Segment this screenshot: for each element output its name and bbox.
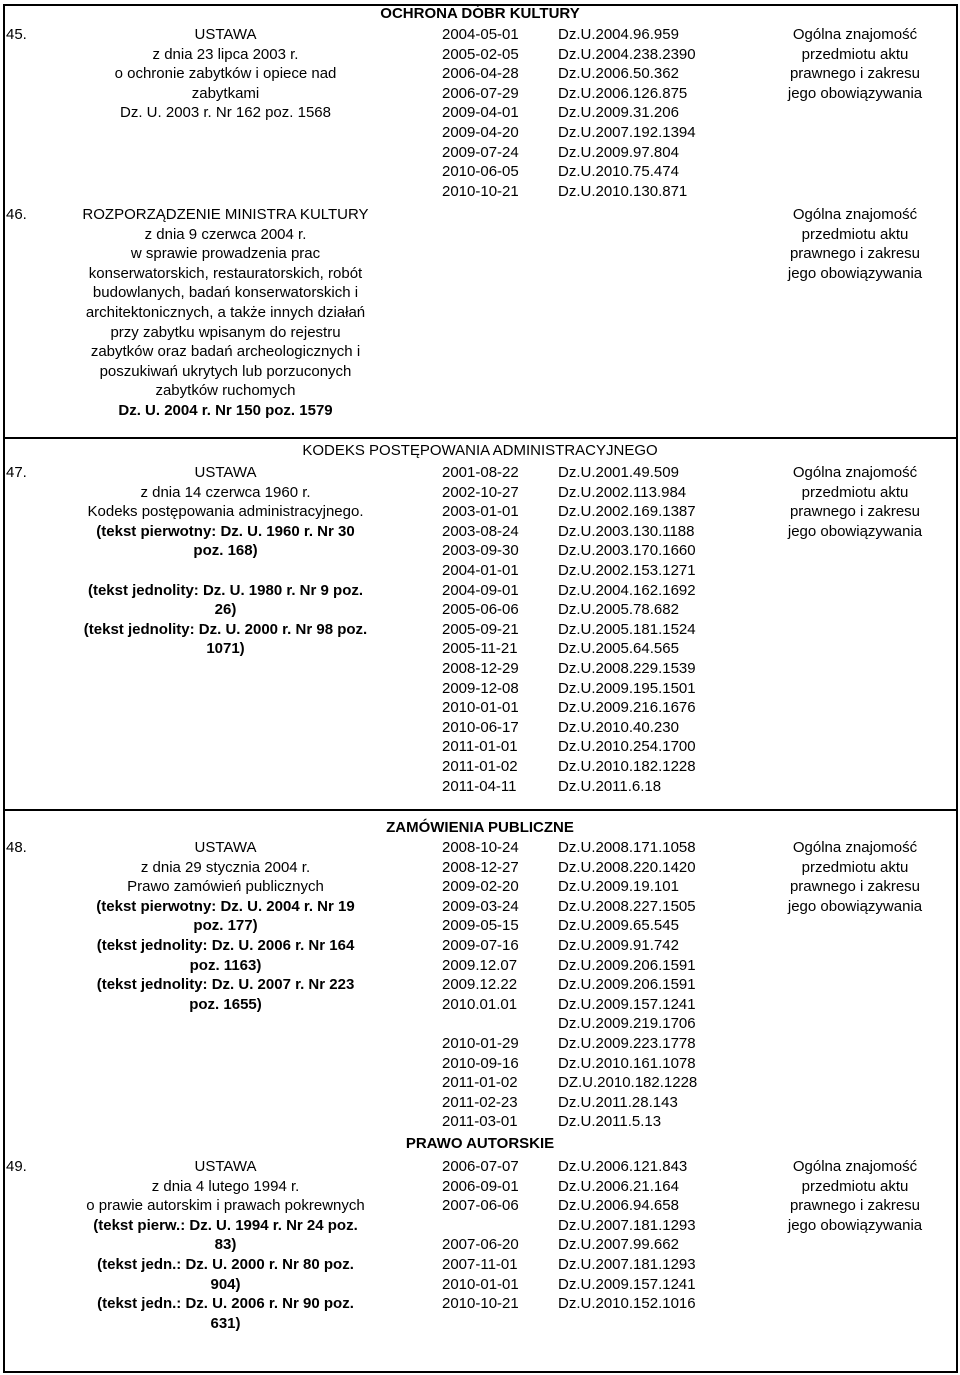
journal-reference: Dz.U.2010.40.230	[558, 718, 679, 736]
amendment-date: 2005-09-21	[442, 620, 519, 638]
act-title-line: poz. 1163)	[189, 956, 262, 974]
knowledge-scope-line: prawnego i zakresu	[789, 65, 921, 83]
journal-reference: Dz.U.2003.130.1188	[558, 522, 695, 540]
amendment-date: 2010-01-01	[442, 1275, 519, 1293]
journal-reference: Dz.U.2007.192.1394	[558, 123, 696, 141]
amendment-date: 2010-10-21	[442, 1295, 519, 1313]
act-title-line: o ochronie zabytków i opiece nad	[114, 65, 337, 83]
knowledge-scope-line: jego obowiązywania	[787, 522, 923, 540]
act-title-line: poz. 168)	[193, 542, 258, 560]
act-title-line	[48, 561, 403, 581]
knowledge-scope	[760, 838, 950, 916]
journal-reference: Dz.U.2008.227.1505	[558, 897, 696, 915]
outer-border-bottom	[3, 1371, 958, 1373]
journal-references	[558, 1157, 696, 1314]
amendment-dates	[442, 1157, 519, 1314]
amendment-date: 2010-01-29	[442, 1034, 519, 1052]
knowledge-scope-line: przedmiotu aktu	[801, 45, 909, 63]
knowledge-scope-line: jego obowiązywania	[787, 264, 923, 282]
amendment-date: 2008-10-24	[442, 839, 519, 856]
outer-border-left	[3, 4, 5, 1373]
act-title-line: Kodeks postępowania administracyjnego.	[87, 503, 364, 521]
journal-references	[558, 463, 696, 796]
act-title-line: zabytków ruchomych	[155, 382, 296, 400]
amendment-date: 2007-06-20	[442, 1236, 519, 1254]
act-title-line: (tekst jedn.: Dz. U. 2000 r. Nr 80 poz.	[97, 1255, 354, 1273]
journal-reference: Dz.U.2004.238.2390	[558, 45, 696, 63]
section-header-prawo-autorskie: PRAWO AUTORSKIE	[405, 1135, 555, 1152]
knowledge-scope-line: Ogólna znajomość	[792, 464, 918, 481]
amendment-date: 2009-04-20	[442, 123, 519, 141]
knowledge-scope	[760, 205, 950, 283]
knowledge-scope-line: Ogólna znajomość	[792, 839, 918, 856]
journal-reference: Dz.U.2008.229.1539	[558, 659, 696, 677]
journal-references	[558, 25, 696, 201]
section-header-kpa: KODEKS POSTĘPOWANIA ADMINISTRACYJNEGO	[302, 442, 658, 459]
journal-reference: Dz.U.2002.153.1271	[558, 561, 696, 579]
amendment-date: 2009-02-20	[442, 878, 519, 896]
amendment-date: 2011-03-01	[442, 1113, 518, 1131]
journal-reference: Dz.U.2009.157.1241	[558, 1275, 696, 1293]
knowledge-scope-line: prawnego i zakresu	[789, 503, 921, 521]
knowledge-scope-line: Ogólna znajomość	[792, 206, 918, 223]
amendment-date: 2011-01-02	[442, 1074, 518, 1092]
amendment-date	[442, 1216, 519, 1236]
amendment-date: 2010.01.01	[442, 995, 518, 1013]
amendment-date: 2009.12.07	[442, 956, 518, 974]
act-title	[48, 205, 403, 421]
amendment-date: 2008-12-27	[442, 858, 519, 876]
section-header-zamowienia: ZAMÓWIENIA PUBLICZNE	[386, 819, 574, 836]
act-title-line: 631)	[210, 1314, 241, 1332]
entry-number: 47.	[6, 464, 27, 481]
act-title-line: (tekst pierwotny: Dz. U. 2004 r. Nr 19	[96, 897, 355, 915]
journal-reference: Dz.U.2001.49.509	[558, 464, 679, 481]
knowledge-scope	[760, 25, 950, 103]
knowledge-scope-line: prawnego i zakresu	[789, 1197, 921, 1215]
journal-reference: Dz.U.2005.78.682	[558, 601, 679, 619]
journal-reference: Dz.U.2009.97.804	[558, 143, 679, 161]
amendment-date: 2005-02-05	[442, 45, 519, 63]
knowledge-scope-line: prawnego i zakresu	[789, 878, 921, 896]
amendment-dates	[442, 25, 519, 201]
amendment-date: 2009-03-24	[442, 897, 519, 915]
act-title-line: z dnia 29 stycznia 2004 r.	[140, 858, 311, 876]
journal-reference: Dz.U.2011.6.18	[558, 777, 662, 795]
journal-reference: Dz.U.2011.5.13	[558, 1113, 662, 1131]
act-title-line: konserwatorskich, restauratorskich, robót	[88, 264, 363, 282]
amendment-date: 2009-07-16	[442, 936, 519, 954]
journal-reference: Dz.U.2004.162.1692	[558, 581, 696, 599]
journal-reference: Dz.U.2005.181.1524	[558, 620, 696, 638]
act-title	[48, 25, 403, 123]
act-title-line: USTAWA	[194, 26, 257, 43]
act-title-line: 26)	[214, 601, 237, 619]
act-title-line: poz. 177)	[193, 917, 258, 935]
journal-reference: Dz.U.2006.94.658	[558, 1197, 679, 1215]
act-title-line: 904)	[210, 1275, 241, 1293]
act-title-line: 83)	[214, 1236, 237, 1254]
act-title-line: z dnia 9 czerwca 2004 r.	[144, 225, 307, 243]
act-title-line: z dnia 23 lipca 2003 r.	[152, 45, 299, 63]
journal-reference: Dz.U.2002.169.1387	[558, 503, 696, 521]
amendment-date: 2010-01-01	[442, 699, 519, 717]
amendment-date: 2006-04-28	[442, 65, 519, 83]
amendment-date: 2006-07-29	[442, 84, 519, 102]
amendment-date: 2010-10-21	[442, 182, 519, 200]
act-title-line: Dz. U. 2003 r. Nr 162 poz. 1568	[120, 104, 331, 122]
knowledge-scope	[760, 1157, 950, 1235]
entry-number: 49.	[6, 1158, 27, 1175]
journal-reference: Dz.U.2009.206.1591	[558, 956, 696, 974]
journal-reference: Dz.U.2009.157.1241	[558, 995, 696, 1013]
amendment-date: 2008-12-29	[442, 659, 519, 677]
journal-reference: Dz.U.2009.223.1778	[558, 1034, 696, 1052]
act-title-line: USTAWA	[194, 1158, 257, 1175]
knowledge-scope-line: przedmiotu aktu	[801, 1177, 909, 1195]
amendment-dates	[442, 463, 519, 796]
knowledge-scope-line: przedmiotu aktu	[801, 483, 909, 501]
journal-reference: Dz.U.2006.21.164	[558, 1177, 679, 1195]
journal-references	[558, 838, 697, 1132]
act-title-line: (tekst pierw.: Dz. U. 1994 r. Nr 24 poz.	[93, 1216, 358, 1234]
amendment-date: 2009-07-24	[442, 143, 519, 161]
journal-reference: Dz.U.2009.206.1591	[558, 976, 696, 994]
row-divider-2	[3, 809, 958, 811]
amendment-date: 2010-06-17	[442, 718, 519, 736]
amendment-dates	[442, 838, 519, 1132]
entry-number: 45.	[6, 26, 27, 43]
journal-reference: Dz.U.2005.64.565	[558, 640, 679, 658]
amendment-date: 2009-05-15	[442, 917, 519, 935]
amendment-date: 2011-04-11	[442, 777, 517, 795]
knowledge-scope-line: jego obowiązywania	[787, 897, 923, 915]
act-title-line: o prawie autorskim i prawach pokrewnych	[86, 1197, 365, 1215]
journal-reference: Dz.U.2009.19.101	[558, 878, 679, 896]
section-header-ochrona: OCHRONA DÓBR KULTURY	[380, 5, 580, 22]
amendment-date: 2005-06-06	[442, 601, 519, 619]
amendment-date: 2007-11-01	[442, 1255, 518, 1273]
act-title-line: zabytków oraz badań archeologicznych i	[90, 343, 361, 361]
act-title-line: w sprawie prowadzenia prac	[130, 245, 321, 263]
journal-reference: Dz.U.2010.130.871	[558, 182, 688, 200]
act-title	[48, 1157, 403, 1333]
amendment-date: 2010-09-16	[442, 1054, 519, 1072]
act-title-line: Dz. U. 2004 r. Nr 150 poz. 1579	[118, 401, 333, 419]
act-title-line: (tekst pierwotny: Dz. U. 1960 r. Nr 30	[96, 522, 355, 540]
amendment-date: 2003-08-24	[442, 522, 519, 540]
journal-reference: Dz.U.2002.113.984	[558, 483, 687, 501]
act-title-line: USTAWA	[194, 839, 257, 856]
amendment-date: 2010-06-05	[442, 163, 519, 181]
act-title	[48, 463, 403, 659]
act-title-line: budowlanych, badań konserwatorskich i	[92, 284, 359, 302]
amendment-date: 2007-06-06	[442, 1197, 519, 1215]
journal-reference: Dz.U.2010.182.1228	[558, 757, 696, 775]
entry-number: 48.	[6, 839, 27, 856]
amendment-date	[442, 1014, 519, 1034]
journal-reference: Dz.U.2010.152.1016	[558, 1295, 696, 1313]
act-title-line: (tekst jednolity: Dz. U. 1980 r. Nr 9 poz.	[87, 581, 364, 599]
act-title-line: (tekst jedn.: Dz. U. 2006 r. Nr 90 poz.	[97, 1295, 354, 1313]
amendment-date: 2006-09-01	[442, 1177, 519, 1195]
journal-reference: Dz.U.2009.31.206	[558, 104, 679, 122]
knowledge-scope-line: jego obowiązywania	[787, 1216, 923, 1234]
journal-reference: Dz.U.2010.75.474	[558, 163, 679, 181]
act-title	[48, 838, 403, 1014]
journal-reference: Dz.U.2009.91.742	[558, 936, 679, 954]
amendment-date: 2004-09-01	[442, 581, 519, 599]
act-title-line: architektonicznych, a także innych działań	[85, 303, 366, 321]
knowledge-scope-line: Ogólna znajomość	[792, 26, 918, 43]
entry-number: 46.	[6, 206, 27, 223]
amendment-date: 2011-01-02	[442, 757, 518, 775]
amendment-date: 2009-04-01	[442, 104, 519, 122]
amendment-date: 2005-11-21	[442, 640, 518, 658]
amendment-date: 2004-05-01	[442, 26, 519, 43]
row-divider-1	[3, 437, 958, 439]
outer-border-right	[956, 4, 958, 1373]
act-title-line: ROZPORZĄDZENIE MINISTRA KULTURY	[82, 206, 369, 223]
knowledge-scope-line: Ogólna znajomość	[792, 1158, 918, 1175]
act-title-line: (tekst jednolity: Dz. U. 2000 r. Nr 98 poz.	[83, 620, 368, 638]
journal-reference: Dz.U.2004.96.959	[558, 26, 679, 43]
knowledge-scope-line: prawnego i zakresu	[789, 245, 921, 263]
journal-reference: Dz.U.2007.181.1293	[558, 1255, 696, 1273]
journal-reference: Dz.U.2007.99.662	[558, 1236, 679, 1254]
journal-reference: Dz.U.2008.171.1058	[558, 839, 696, 856]
amendment-date: 2002-10-27	[442, 483, 519, 501]
act-title-line: z dnia 4 lutego 1994 r.	[151, 1177, 300, 1195]
amendment-date: 2001-08-22	[442, 464, 519, 481]
act-title-line: (tekst jednolity: Dz. U. 2007 r. Nr 223	[96, 976, 355, 994]
journal-reference: Dz.U.2006.121.843	[558, 1158, 688, 1175]
journal-reference: Dz.U.2003.170.1660	[558, 542, 696, 560]
amendment-date: 2003-09-30	[442, 542, 519, 560]
journal-reference: Dz.U.2008.220.1420	[558, 858, 696, 876]
act-title-line: zabytkami	[191, 84, 260, 102]
journal-reference: Dz.U.2011.28.143	[558, 1093, 678, 1111]
knowledge-scope-line: przedmiotu aktu	[801, 858, 909, 876]
journal-reference: Dz.U.2010.254.1700	[558, 738, 696, 756]
journal-reference: Dz.U.2006.126.875	[558, 84, 688, 102]
knowledge-scope	[760, 463, 950, 541]
journal-reference: Dz.U.2010.161.1078	[558, 1054, 696, 1072]
knowledge-scope-line: przedmiotu aktu	[801, 225, 909, 243]
act-title-line: USTAWA	[194, 464, 257, 481]
journal-reference: DZ.U.2010.182.1228	[558, 1074, 698, 1092]
amendment-date: 2011-01-01	[442, 738, 518, 756]
act-title-line: Prawo zamówień publicznych	[127, 878, 324, 896]
journal-reference: Dz.U.2009.65.545	[558, 917, 679, 935]
amendment-date: 2011-02-23	[442, 1093, 518, 1111]
amendment-date: 2009.12.22	[442, 976, 518, 994]
journal-reference: Dz.U.2009.195.1501	[558, 679, 696, 697]
act-title-line: poszukiwań ukrytych lub porzuconych	[99, 362, 352, 380]
act-title-line: poz. 1655)	[189, 995, 262, 1013]
amendment-date: 2006-07-07	[442, 1158, 519, 1175]
amendment-date: 2009-12-08	[442, 679, 519, 697]
journal-reference: Dz.U.2009.219.1706	[558, 1015, 696, 1033]
journal-reference: Dz.U.2006.50.362	[558, 65, 679, 83]
act-title-line: 1071)	[206, 640, 245, 658]
act-title-line: z dnia 14 czerwca 1960 r.	[140, 483, 311, 501]
journal-reference: Dz.U.2009.216.1676	[558, 699, 696, 717]
amendment-date: 2004-01-01	[442, 561, 519, 579]
journal-reference: Dz.U.2007.181.1293	[558, 1216, 696, 1234]
act-title-line: (tekst jednolity: Dz. U. 2006 r. Nr 164	[96, 936, 355, 954]
amendment-date: 2003-01-01	[442, 503, 519, 521]
knowledge-scope-line: jego obowiązywania	[787, 84, 923, 102]
act-title-line: przy zabytku wpisanym do rejestru	[110, 323, 341, 341]
